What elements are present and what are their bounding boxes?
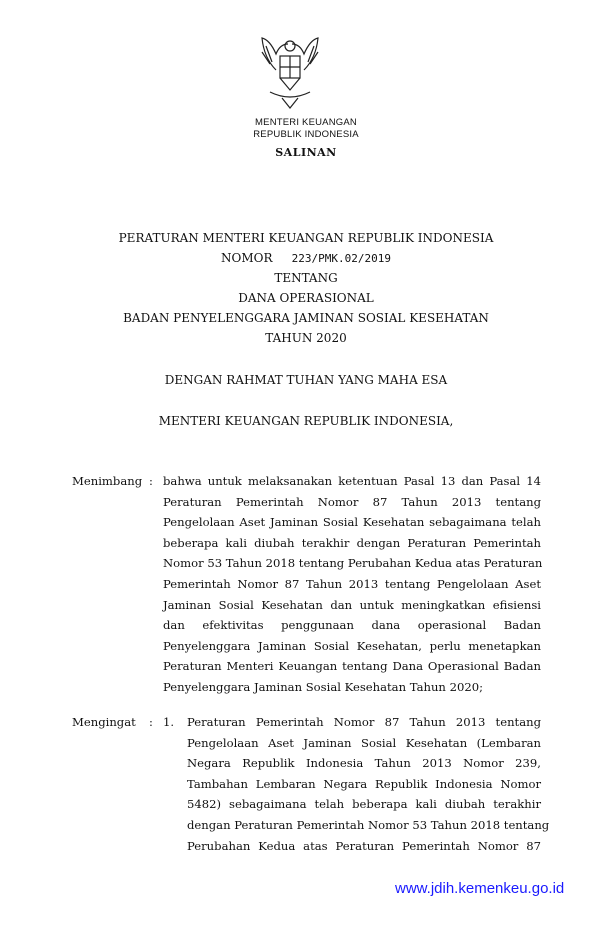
text-line: Peraturan Pemerintah Nomor 87 Tahun 2013 tentang [163,494,541,509]
issuer: MENTERI KEUANGAN REPUBLIK INDONESIA, [158,414,454,428]
text-line: Jaminan Sosial Kesehatan dan untuk meningkatkan efisiensi [163,597,541,612]
text-line: Pengelolaan Aset Jaminan Sosial Kesehatan sebagaimana telah [163,515,541,530]
text-line: Penyelenggara Jaminan Sosial Kesehatan Tahun 2020; [163,680,483,694]
subject-line-2: BADAN PENYELENGGARA JAMINAN SOSIAL KESEHATAN [123,311,489,325]
regulation-number [0,251,612,265]
subject-year: TAHUN 2020 [265,331,347,345]
header-ministry: MENTERI KEUANGAN [255,117,357,128]
text-line: beberapa kali diubah terakhir dengan Peraturan Pemerintah [163,535,541,550]
text-line: Pengelolaan Aset Jaminan Sosial Kesehatan (Lembaran [187,735,541,750]
menimbang-label: Menimbang [72,474,143,488]
tentang: TENTANG [274,271,338,285]
text-line: Penyelenggara Jaminan Sosial Kesehatan, perlu menetapkan [163,638,541,653]
salinan-stamp: SALINAN [275,146,337,159]
mengingat-item-number: 1. [163,715,175,729]
text-line: 5482) sebagaimana telah beberapa kali diubah terakhir [187,797,541,812]
jdih-link[interactable]: www.jdih.kemenkeu.go.id [395,880,565,897]
text-line: Pemerintah Nomor 87 Tahun 2013 tentang Pengelolaan Aset [163,577,541,591]
nomor-value: 223/PMK.02/2019 [291,252,391,265]
header-country: REPUBLIK INDONESIA [253,129,359,140]
text-line: Negara Republik Indonesia Tahun 2013 Nomor 239, [187,756,541,771]
subject-line-1: DANA OPERASIONAL [238,291,374,305]
mengingat-label: Mengingat [72,715,136,729]
text-line: bahwa untuk melaksanakan ketentuan Pasal 13 dan Pasal 14 [163,474,541,488]
text-line: Peraturan Menteri Keuangan tentang Dana Operasional Badan [163,659,541,674]
text-line: Nomor 53 Tahun 2018 tentang Perubahan Kedua atas Peraturan [163,556,543,571]
text-line: Tambahan Lembaran Negara Republik Indonesia Nomor [187,776,541,791]
garuda-emblem-icon [258,32,322,112]
text-line: Perubahan Kedua atas Peraturan Pemerintah Nomor 87 [187,838,541,853]
regulation-title: PERATURAN MENTERI KEUANGAN REPUBLIK INDONESIA [118,231,494,245]
preamble: DENGAN RAHMAT TUHAN YANG MAHA ESA [164,373,448,387]
menimbang-colon: : [149,474,153,488]
nomor-label: NOMOR [221,251,273,265]
text-line: Peraturan Pemerintah Nomor 87 Tahun 2013 tentang [187,715,541,729]
mengingat-colon: : [149,715,153,729]
text-line: dan efektivitas penggunaan dana operasional Badan [163,618,541,633]
text-line: dengan Peraturan Pemerintah Nomor 53 Tahun 2018 tentang [187,818,550,832]
